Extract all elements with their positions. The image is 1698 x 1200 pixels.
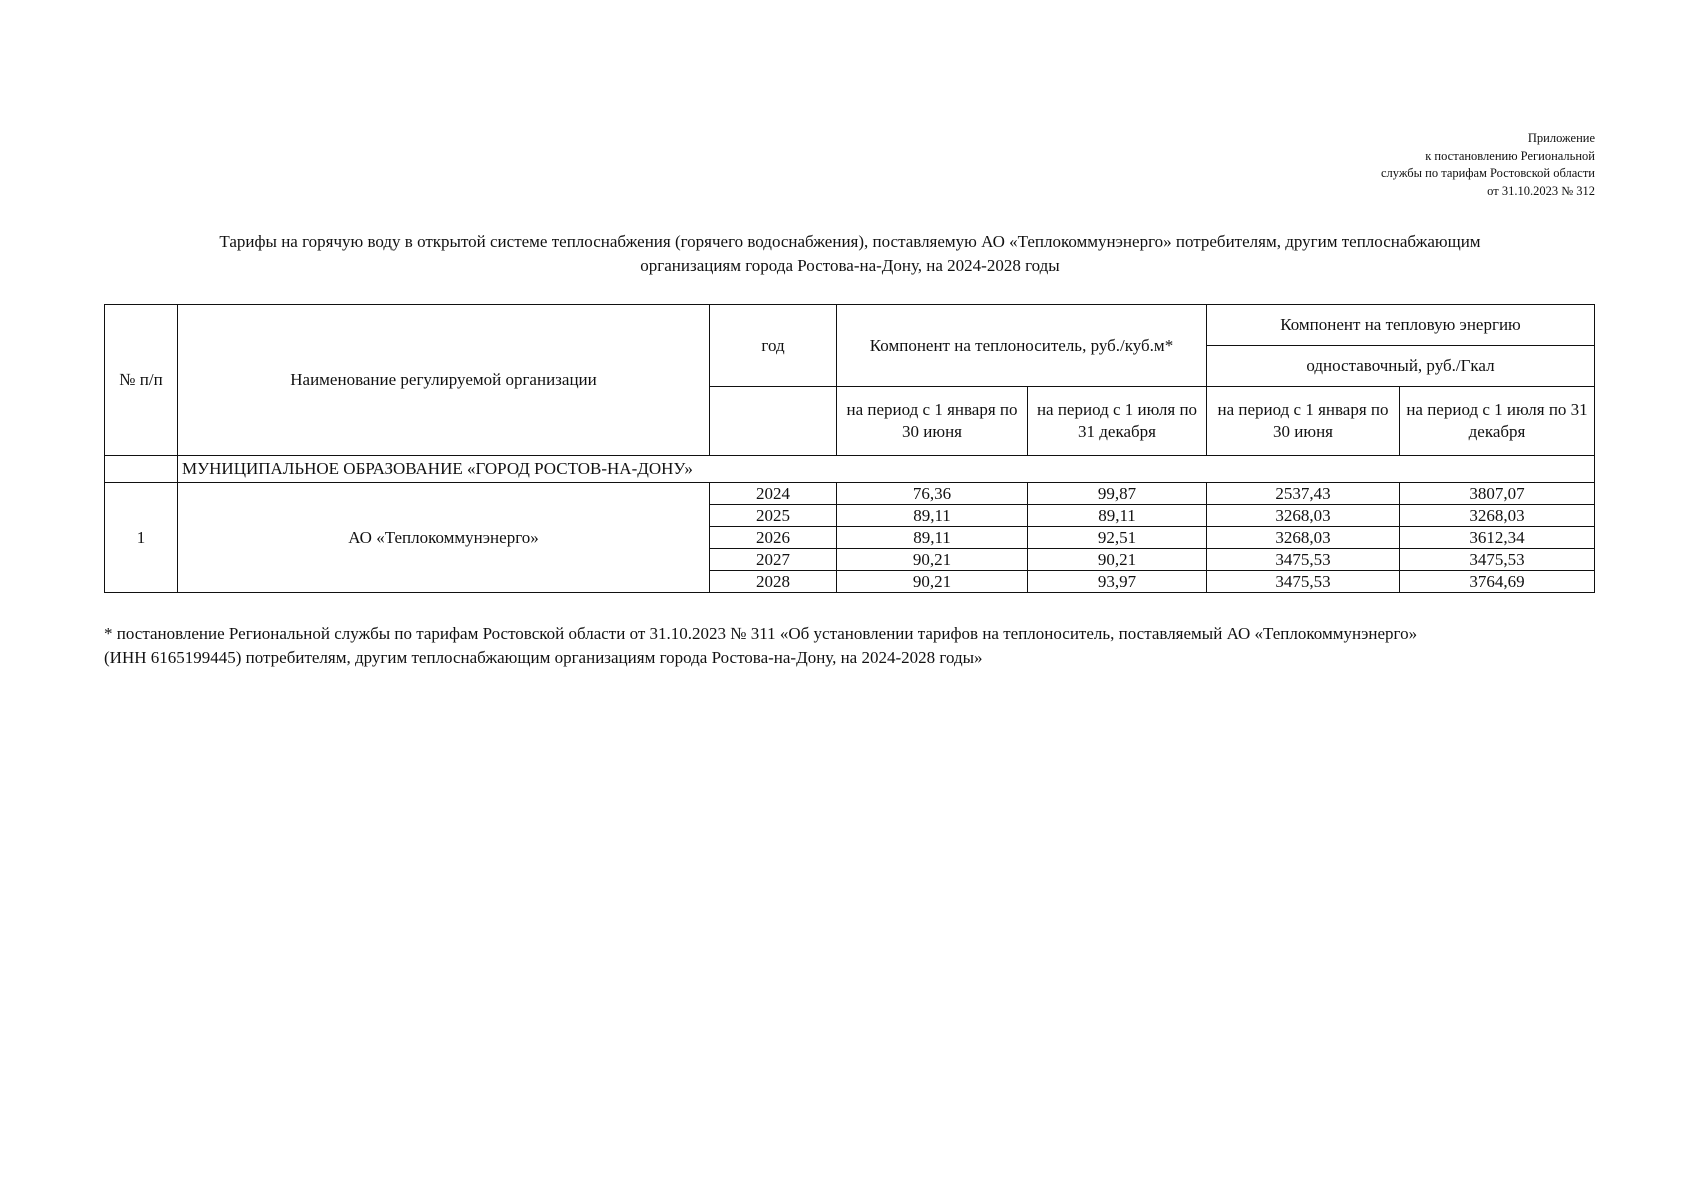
cell-heat-h1: 3475,53 (1207, 571, 1400, 593)
cell-coolant-h1: 89,11 (837, 505, 1028, 527)
cell-year: 2026 (710, 527, 837, 549)
footnote-line: (ИНН 6165199445) потребителям, другим теплоснабжающим организациям города Ростова-на-Дону, на 2024-2028 годы» (104, 648, 983, 667)
cell-coolant-h2: 99,87 (1028, 483, 1207, 505)
cell-coolant-h1: 90,21 (837, 549, 1028, 571)
footnote (104, 622, 1604, 670)
cell-coolant-h2: 93,97 (1028, 571, 1207, 593)
cell-heat-h2: 3268,03 (1400, 505, 1595, 527)
cell-year: 2024 (710, 483, 837, 505)
cell-heat-h2: 3475,53 (1400, 549, 1595, 571)
cell-heat-h1: 2537,43 (1207, 483, 1400, 505)
cell-year: 2025 (710, 505, 837, 527)
header-period: на период с 1 января по 30 июня (837, 387, 1028, 456)
appendix-line: Приложение (1527, 131, 1595, 145)
appendix-line: службы по тарифам Ростовской области (1380, 166, 1595, 180)
cell-heat-h1: 3268,03 (1207, 505, 1400, 527)
cell-coolant-h2: 89,11 (1028, 505, 1207, 527)
municipality-row: МУНИЦИПАЛЬНОЕ ОБРАЗОВАНИЕ «ГОРОД РОСТОВ-НА-ДОНУ» (178, 456, 1595, 483)
cell-heat-h1: 3475,53 (1207, 549, 1400, 571)
appendix-block (1381, 130, 1595, 200)
municipality-number-cell (105, 456, 178, 483)
cell-coolant-h1: 90,21 (837, 571, 1028, 593)
header-org-name: Наименование регулируемой организации (178, 305, 710, 456)
cell-heat-h2: 3807,07 (1400, 483, 1595, 505)
cell-coolant-h2: 90,21 (1028, 549, 1207, 571)
header-number: № п/п (105, 305, 178, 456)
cell-year: 2028 (710, 571, 837, 593)
footnote-line: * постановление Региональной службы по тарифам Ростовской области от 31.10.2023 № 311 «Об установлении тарифов на теплоноситель, поставляемый АО «Теплокоммунэнерго» (104, 624, 1418, 643)
cell-heat-h1: 3268,03 (1207, 527, 1400, 549)
header-period: на период с 1 июля по 31 декабря (1400, 387, 1595, 456)
appendix-line: от 31.10.2023 № 312 (1487, 183, 1595, 198)
title-line: организациям города Ростова-на-Дону, на 2024-2028 годы (640, 256, 1060, 275)
cell-heat-h2: 3764,69 (1400, 571, 1595, 593)
cell-coolant-h1: 89,11 (837, 527, 1028, 549)
header-year: год (710, 305, 837, 387)
header-year-blank (710, 387, 837, 456)
tariff-table (104, 304, 1595, 593)
cell-coolant-h1: 76,36 (837, 483, 1028, 505)
header-period: на период с 1 января по 30 июня (1207, 387, 1400, 456)
header-coolant-component: Компонент на теплоноситель, руб./куб.м* (837, 305, 1207, 387)
title-line: Тарифы на горячую воду в открытой системе теплоснабжения (горячего водоснабжения), поставляемую АО «Теплокоммунэнерго» потребителям, другим теплоснабжающим (219, 232, 1481, 251)
header-period: на период с 1 июля по 31 декабря (1028, 387, 1207, 456)
cell-year: 2027 (710, 549, 837, 571)
org-name: АО «Теплокоммунэнерго» (178, 483, 710, 593)
header-heat-component: Компонент на тепловую энергию (1207, 305, 1595, 346)
org-number: 1 (105, 483, 178, 593)
document-title (100, 230, 1600, 278)
appendix-line: к постановлению Региональной (1425, 148, 1595, 163)
header-single-rate: одноставочный, руб./Гкал (1207, 346, 1595, 387)
cell-coolant-h2: 92,51 (1028, 527, 1207, 549)
cell-heat-h2: 3612,34 (1400, 527, 1595, 549)
